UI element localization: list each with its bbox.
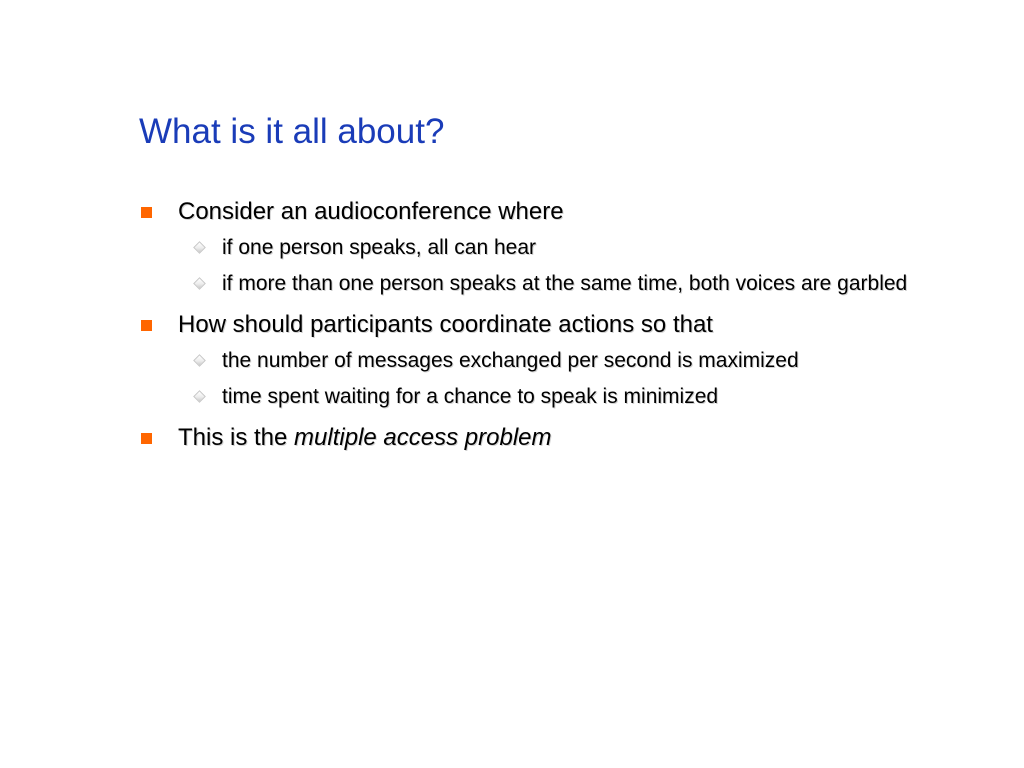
sub-bullet-item bbox=[139, 234, 992, 262]
orange-square-bullet-icon bbox=[141, 320, 152, 331]
bullet-list bbox=[139, 193, 989, 459]
sub-bullet-text: if one person speaks, all can hear bbox=[222, 236, 537, 259]
bullet-text: Consider an audioconference where bbox=[178, 198, 564, 225]
sub-bullet-text: the number of messages exchanged per second is maximized bbox=[222, 349, 799, 372]
sub-bullet-item bbox=[139, 347, 992, 375]
orange-square-bullet-icon bbox=[141, 433, 152, 444]
bullet-text bbox=[178, 424, 551, 451]
sub-bullet-text: time spent waiting for a chance to speak is minimized bbox=[222, 385, 719, 408]
bullet-text-prefix: This is the bbox=[178, 424, 295, 451]
diamond-bullet-icon bbox=[193, 277, 206, 290]
bullet-item-1 bbox=[139, 193, 989, 230]
sub-bullet-item bbox=[139, 270, 992, 298]
sub-bullet-list-2 bbox=[139, 347, 989, 411]
sub-bullet-list-1 bbox=[139, 234, 989, 298]
sub-bullet-item bbox=[139, 383, 992, 411]
bullet-item-2 bbox=[139, 306, 989, 343]
diamond-bullet-icon bbox=[193, 241, 206, 254]
diamond-bullet-icon bbox=[193, 390, 206, 403]
bullet-item-3 bbox=[139, 419, 989, 456]
bullet-text: How should participants coordinate actions so that bbox=[178, 311, 713, 338]
sub-bullet-text: if more than one person speaks at the same time, both voices are garbled bbox=[222, 272, 908, 295]
diamond-bullet-icon bbox=[193, 354, 206, 367]
slide-title: What is it all about? bbox=[139, 112, 445, 151]
orange-square-bullet-icon bbox=[141, 207, 152, 218]
bullet-text-emphasis: multiple access problem bbox=[294, 424, 552, 451]
